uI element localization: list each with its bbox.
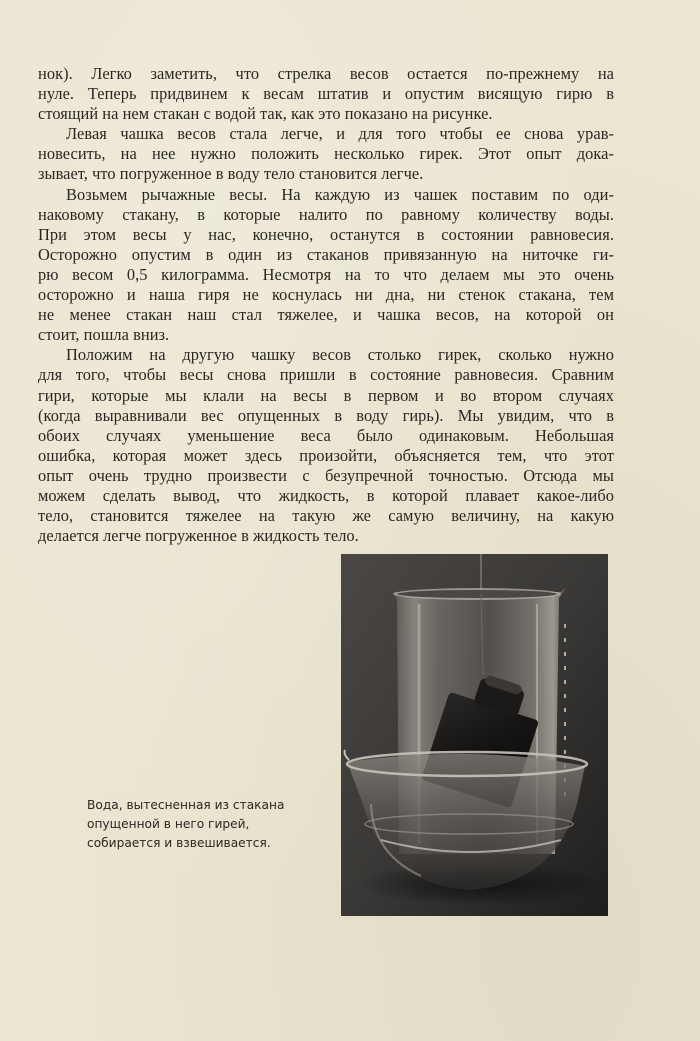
text-line: рю весом 0,5 килограмма. Несмотря на то что делаем мы это очень	[38, 264, 614, 284]
beaker-in-dish-illustration	[341, 554, 608, 916]
text-line: Положим на другую чашку весов столько гирек, сколько нужно	[66, 345, 614, 365]
text-line: не менее стакан наш стал тяжелее, и чашка весов, на которой он	[38, 305, 614, 325]
text-line: Осторожно опустим в один из стаканов привязанную на ниточке ги-	[38, 244, 614, 264]
text-line: ошибка, которая может здесь произойти, объясняется тем, что этот	[38, 445, 614, 465]
text-line: Левая чашка весов стала легче, и для того чтобы ее снова урав-	[66, 124, 614, 144]
text-line: для того, чтобы весы снова пришли в состояние равновесия. Сравним	[38, 365, 614, 385]
text-line: осторожно и наша гиря не коснулась ни дна, ни стенок стакана, тем	[38, 285, 614, 305]
caption-line: Вода, вытесненная из стакана	[87, 798, 285, 812]
caption-line: опущенной в него гирей,	[87, 817, 250, 831]
text-line: новесить, на нее нужно положить несколько гирек. Этот опыт дока-	[38, 144, 614, 164]
body-text	[38, 64, 614, 546]
caption-line: собирается и взвешивается.	[87, 836, 271, 850]
text-line: зывает, что погруженное в воду тело становится легче.	[38, 164, 424, 184]
text-line: Возьмем рычажные весы. На каждую из чашек поставим по оди-	[66, 184, 614, 204]
text-line: гири, которые мы клали на весы в первом и во втором случаях	[38, 385, 614, 405]
text-line: нуле. Теперь придвинем к весам штатив и опустим висящую гирю в	[38, 84, 614, 104]
text-line: стоит, пошла вниз.	[38, 325, 170, 345]
text-line: наковому стакану, в которые налито по равному количеству воды.	[38, 204, 614, 224]
text-line: нок). Легко заметить, что стрелка весов остается по-прежнему на	[38, 64, 614, 83]
figure-photo	[341, 554, 608, 916]
text-line: делается легче погруженное в жидкость тело.	[38, 526, 359, 546]
text-line: обоих случаях уменьшение веса было одинаковым. Небольшая	[38, 425, 614, 445]
figure-caption	[87, 796, 317, 853]
text-line: (когда выравнивали вес опущенных в воду гирь). Мы увидим, что в	[38, 405, 614, 425]
text-line: стоящий на нем стакан с водой так, как это показано на рисунке.	[38, 104, 493, 124]
text-line: При этом весы у нас, конечно, останутся в состоянии равновесия.	[38, 224, 614, 244]
text-line: тело, становится тяжелее на такую же самую величину, на какую	[38, 506, 614, 526]
text-line: можем сделать вывод, что жидкость, в которой плавает какое-либо	[38, 485, 614, 505]
text-line: опыт очень трудно произвести с безупречной точностью. Отсюда мы	[38, 465, 614, 485]
